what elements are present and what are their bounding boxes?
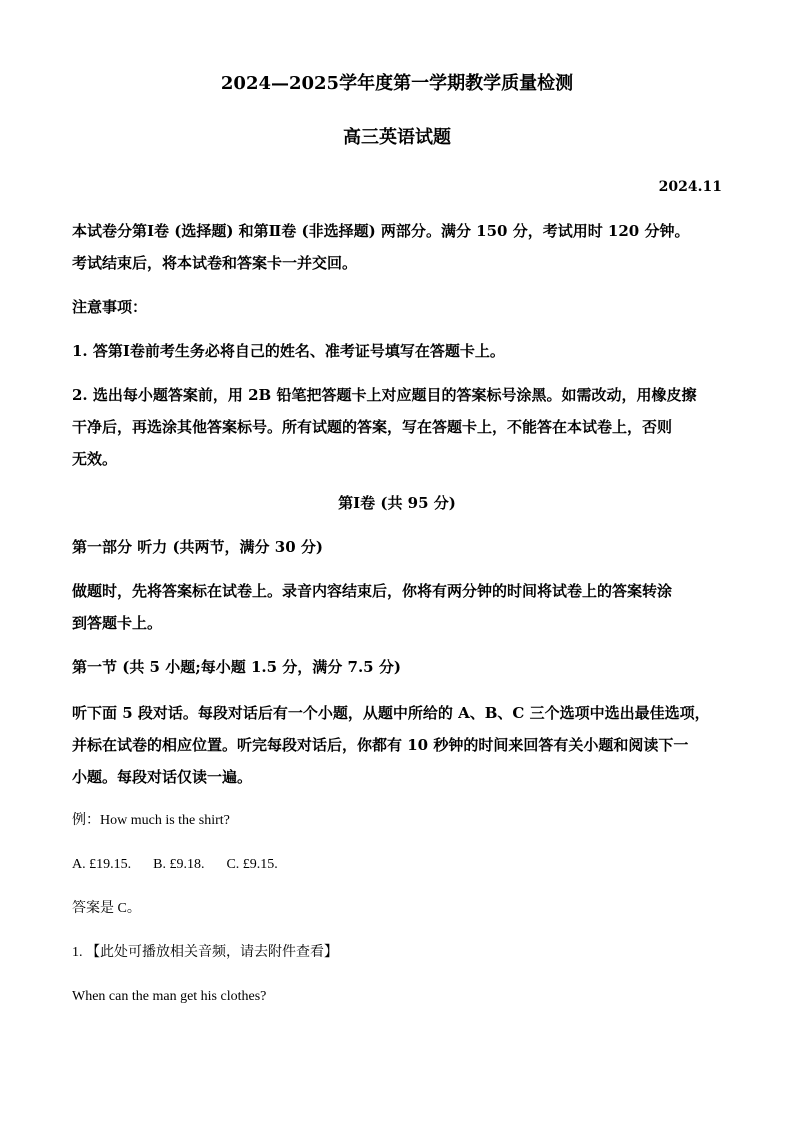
question-1-audio-note: 1. 【此处可播放相关音频，请去附件查看】 <box>72 945 338 960</box>
volume-1-heading: 第Ⅰ卷 (共 95 分) <box>338 494 456 512</box>
notes-item-1: 1. 答第Ⅰ卷前考生务必将自己的姓名、准考证号填写在答题卡上。 <box>72 342 505 360</box>
example-option-b: B. £9.18. <box>153 857 205 872</box>
question-1-text: When can the man get his clothes? <box>72 989 267 1004</box>
example-option-c: C. £9.15. <box>226 857 278 872</box>
exam-title: 2024—2025学年度第一学期教学质量检测 <box>220 73 574 94</box>
section-1-instruction-line-1: 听下面 5 段对话。每段对话后有一个小题，从题中所给的 A、B、C 三个选项中选出最佳选项， <box>72 704 710 722</box>
notes-item-2-line-2: 干净后，再选涂其他答案标号。所有试题的答案，写在答题卡上，不能答在本试卷上，否则 <box>72 418 673 436</box>
part-1-heading: 第一部分 听力 (共两节，满分 30 分) <box>72 538 323 556</box>
section-1-instruction-line-3: 小题。每段对话仅读一遍。 <box>72 768 253 786</box>
notes-item-2-line-3: 无效。 <box>72 450 118 468</box>
notes-heading: 注意事项： <box>72 298 148 316</box>
example-option-a: A. £19.15. <box>72 857 132 872</box>
part-1-instruction-line-1: 做题时，先将答案标在试卷上。录音内容结束后，你将有两分钟的时间将试卷上的答案转涂 <box>72 582 673 600</box>
exam-date: 2024.11 <box>658 179 722 195</box>
intro-line-1: 本试卷分第Ⅰ卷 (选择题) 和第Ⅱ卷 (非选择题) 两部分。满分 150 分，考试用时 120 分钟。 <box>72 222 690 240</box>
exam-subtitle: 高三英语试题 <box>343 127 451 148</box>
intro-line-2: 考试结束后，将本试卷和答案卡一并交回。 <box>72 254 358 272</box>
example-options <box>72 855 722 875</box>
section-1-instruction-line-2: 并标在试卷的相应位置。听完每段对话后，你都有 10 秒钟的时间来回答有关小题和阅读下一 <box>72 736 689 754</box>
example-answer: 答案是 C。 <box>72 901 141 916</box>
part-1-instruction-line-2: 到答题卡上。 <box>72 614 163 632</box>
example-question: 例：How much is the shirt? <box>72 813 230 828</box>
notes-item-2-line-1: 2. 选出每小题答案前，用 2B 铅笔把答题卡上对应题目的答案标号涂黑。如需改动，用橡皮擦 <box>72 386 697 404</box>
section-1-heading: 第一节 (共 5 小题;每小题 1.5 分，满分 7.5 分) <box>72 658 401 676</box>
